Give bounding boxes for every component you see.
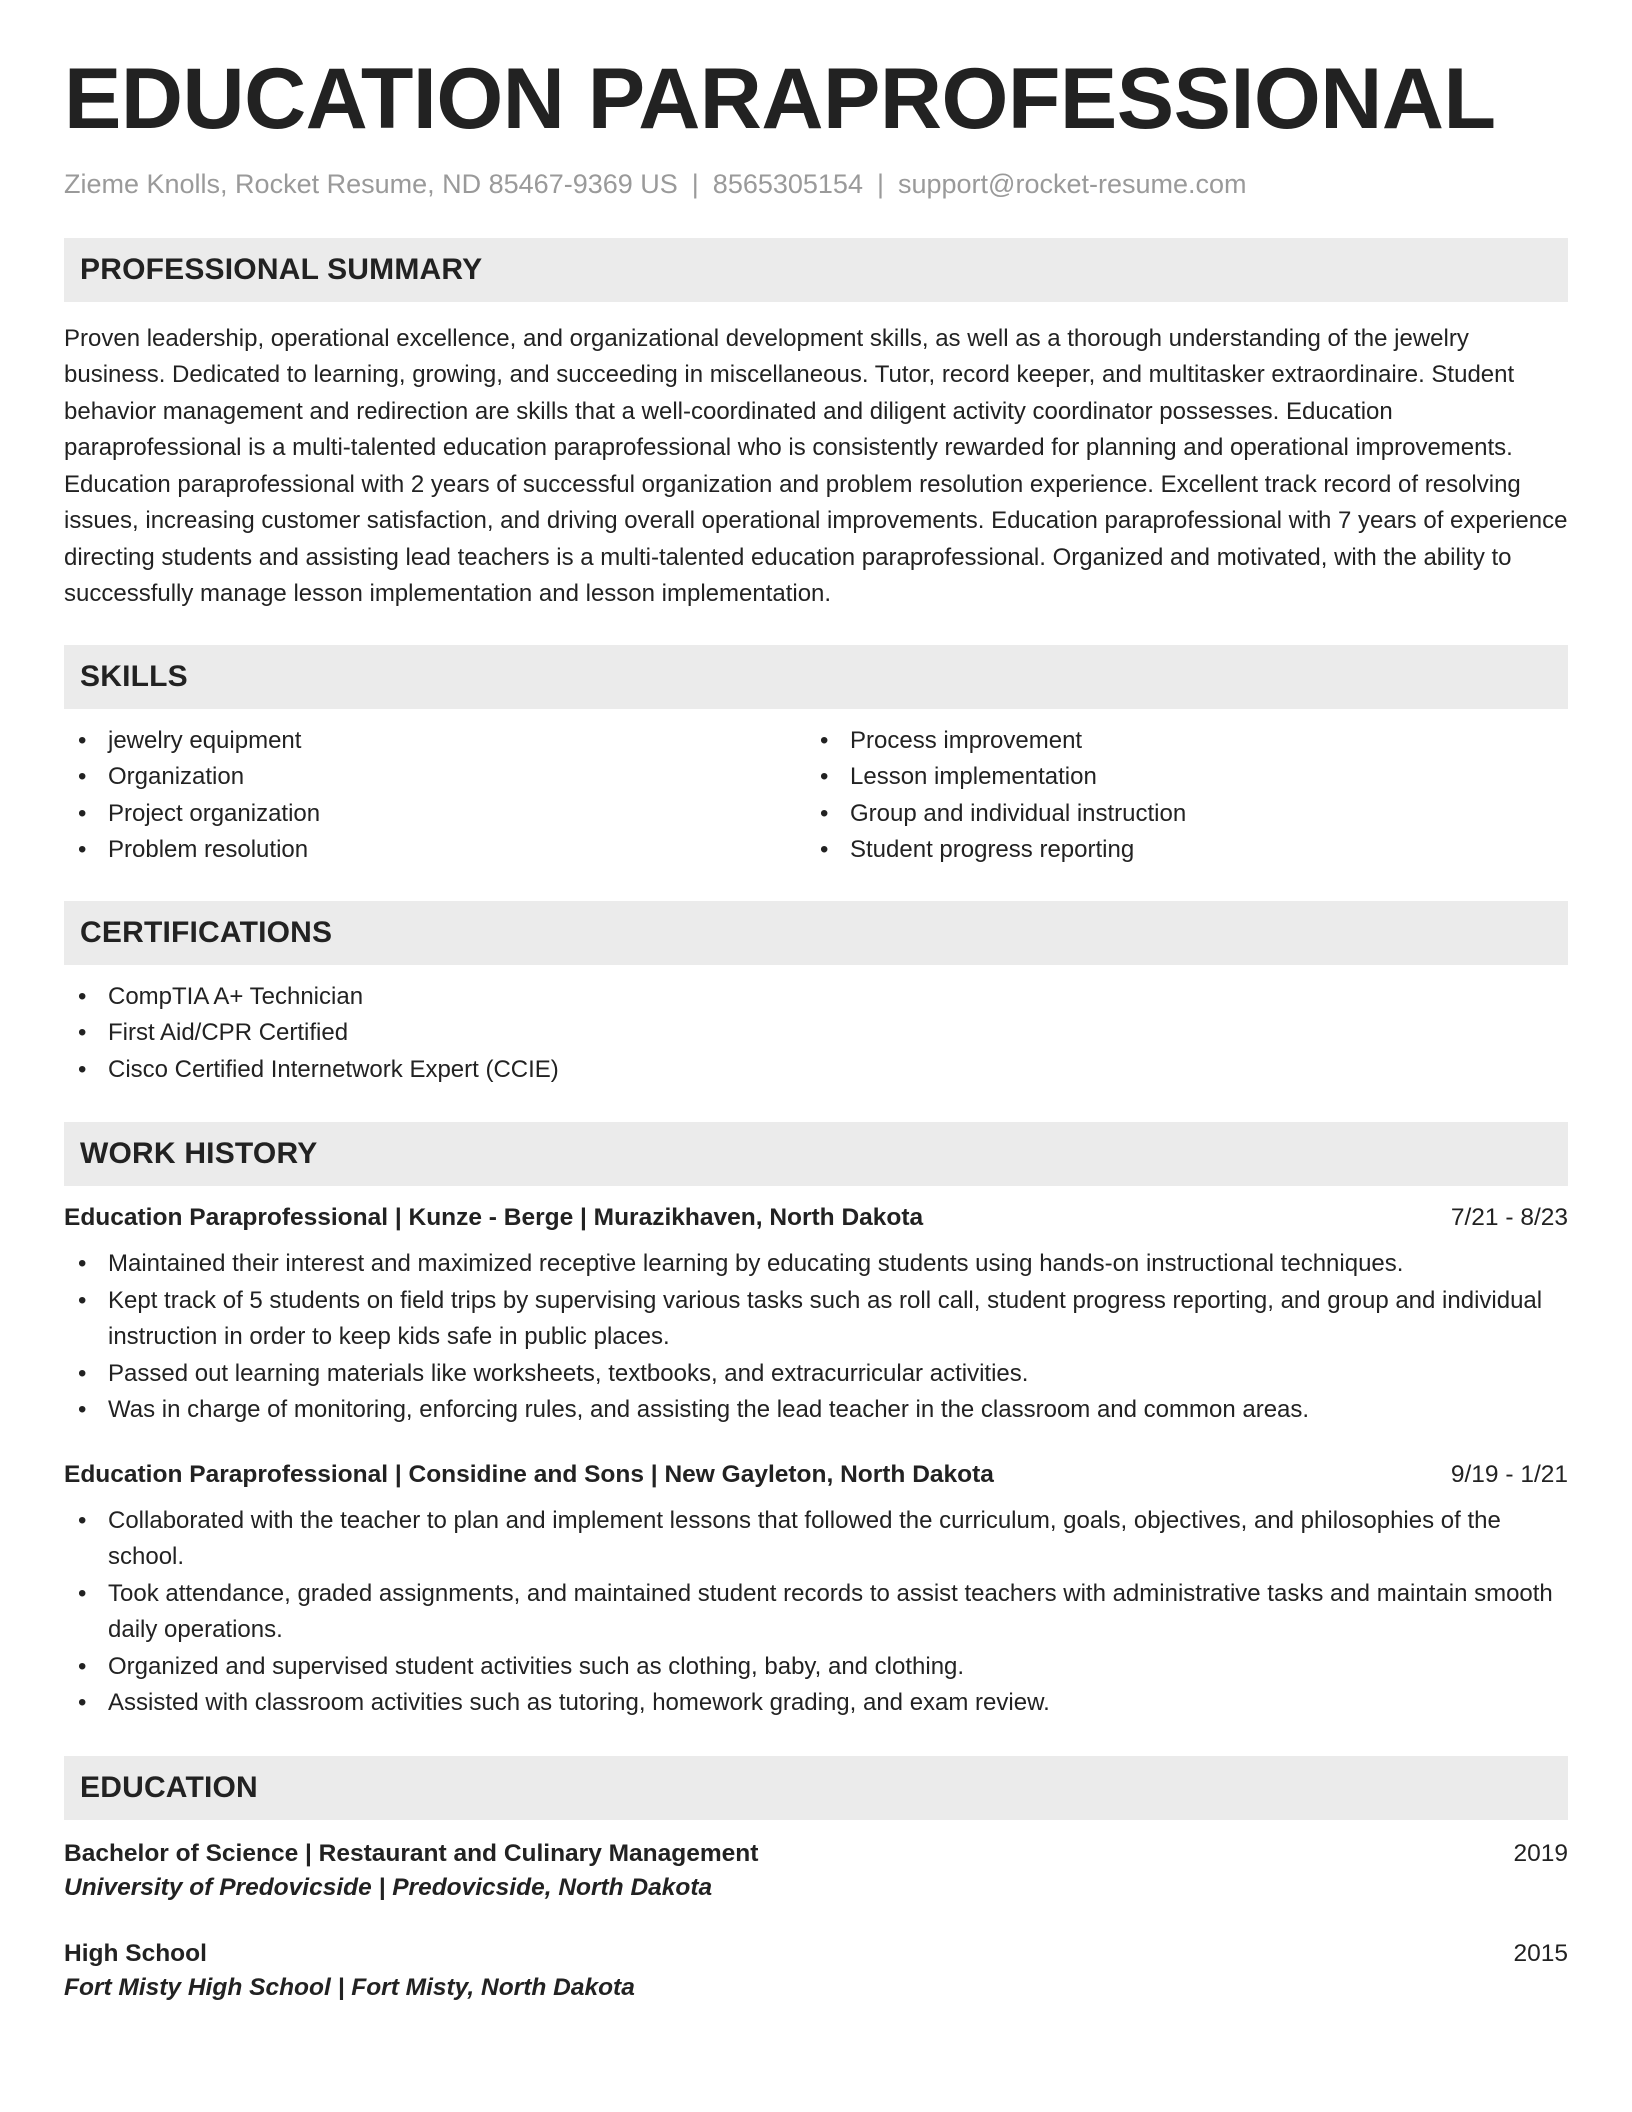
job-duty: • Collaborated with the teacher to plan and implement lessons that followed the curriculum, goals, objectives, and philosophies of the school. [64, 1503, 1568, 1576]
skills-column-right [806, 723, 1548, 869]
education-degree: High School [64, 1939, 207, 1967]
skill-item: • Problem resolution [64, 832, 806, 869]
certification-item: • Cisco Certified Internetwork Expert (CCIE) [64, 1052, 1568, 1089]
job-header [64, 1204, 1568, 1232]
job-duty: • Assisted with classroom activities such as tutoring, homework grading, and exam review. [64, 1685, 1568, 1722]
education-header [64, 1940, 1568, 1968]
job-duty: • Kept track of 5 students on field trips by supervising various tasks such as roll call, student progress reporting, and group and individual instruction in order to keep kids safe in public places. [64, 1283, 1568, 1356]
job-duty: • Passed out learning materials like worksheets, textbooks, and extracurricular activities. [64, 1356, 1568, 1393]
skill-item: • Process improvement [806, 723, 1548, 760]
skill-item: • Organization [64, 759, 806, 796]
job-title: Education Paraprofessional | Kunze - Berge | Murazikhaven, North Dakota [64, 1204, 924, 1232]
contact-separator: | [876, 168, 884, 199]
certifications-list [64, 979, 1568, 1089]
contact-separator: | [691, 168, 699, 199]
summary-text: Proven leadership, operational excellence, and organizational development skills, as well as a thorough understanding of the jewelry business. Dedicated to learning, growing, and succeeding in miscellaneous. Tutor, record keeper, and multitasker extraordinaire. Student behavior management and redirection are skills that a well-coordinated and diligent activity coordinator possesses. Education paraprofessional is a multi-talented education paraprofessional who is consistently rewarded for planning and operational improvements. Education paraprofessional with 2 years of successful organization and problem resolution experience. Excellent track record of resolving issues, increasing customer satisfaction, and driving overall operational improvements. Education paraprofessional with 7 years of experience directing students and assisting lead teachers is a multi-talented education paraprofessional. Organized and motivated, with the ability to successfully manage lesson implementation and lesson implementation. [64, 324, 1568, 608]
education-header [64, 1840, 1568, 1868]
job-duty: • Took attendance, graded assignments, and maintained student records to assist teachers with administrative tasks and maintain smooth daily operations. [64, 1576, 1568, 1649]
job-duty: • Was in charge of monitoring, enforcing rules, and assisting the lead teacher in the classroom and common areas. [64, 1392, 1568, 1429]
education-degree: Bachelor of Science | Restaurant and Culinary Management [64, 1839, 759, 1867]
certification-item: • First Aid/CPR Certified [64, 1015, 1568, 1052]
education-year: 2015 [1513, 1939, 1568, 1967]
skill-item: • Lesson implementation [806, 759, 1548, 796]
job-title: Education Paraprofessional | Considine and Sons | New Gayleton, North Dakota [64, 1460, 994, 1488]
job-entry [64, 1204, 1568, 1429]
contact-email: support@rocket-resume.com [897, 168, 1247, 199]
summary-heading: PROFESSIONAL SUMMARY [64, 238, 1568, 302]
education-entry [64, 1940, 1568, 2002]
skills-heading: SKILLS [64, 645, 1568, 709]
job-duty: • Organized and supervised student activities such as clothing, baby, and clothing. [64, 1649, 1568, 1686]
skill-item: • Project organization [64, 796, 806, 833]
job-duties [64, 1246, 1568, 1429]
job-header [64, 1461, 1568, 1489]
education-school: University of Predovicside | Predovicside, North Dakota [64, 1873, 713, 1901]
education-year: 2019 [1513, 1839, 1568, 1867]
skill-item: • jewelry equipment [64, 723, 806, 760]
contact-phone: 8565305154 [712, 168, 863, 199]
education-heading: EDUCATION [64, 1756, 1568, 1820]
job-entry [64, 1461, 1568, 1722]
education-entry [64, 1840, 1568, 1902]
contact-line [64, 169, 1568, 200]
job-duty: • Maintained their interest and maximized receptive learning by educating students using hands-on instructional techniques. [64, 1246, 1568, 1283]
education-school: Fort Misty High School | Fort Misty, North Dakota [64, 1973, 635, 2001]
resume-name: EDUCATION PARAPROFESSIONAL [64, 51, 1496, 147]
skills-list [64, 723, 1568, 869]
job-dates: 9/19 - 1/21 [1450, 1460, 1568, 1488]
skill-item: • Group and individual instruction [806, 796, 1548, 833]
skill-item: • Student progress reporting [806, 832, 1548, 869]
work-heading: WORK HISTORY [64, 1122, 1568, 1186]
contact-address: Zieme Knolls, Rocket Resume, ND 85467-9369 US [64, 168, 678, 199]
certification-item: • CompTIA A+ Technician [64, 979, 1568, 1016]
skills-column-left [64, 723, 806, 869]
job-duties [64, 1503, 1568, 1722]
certifications-heading: CERTIFICATIONS [64, 901, 1568, 965]
job-dates: 7/21 - 8/23 [1450, 1204, 1568, 1232]
